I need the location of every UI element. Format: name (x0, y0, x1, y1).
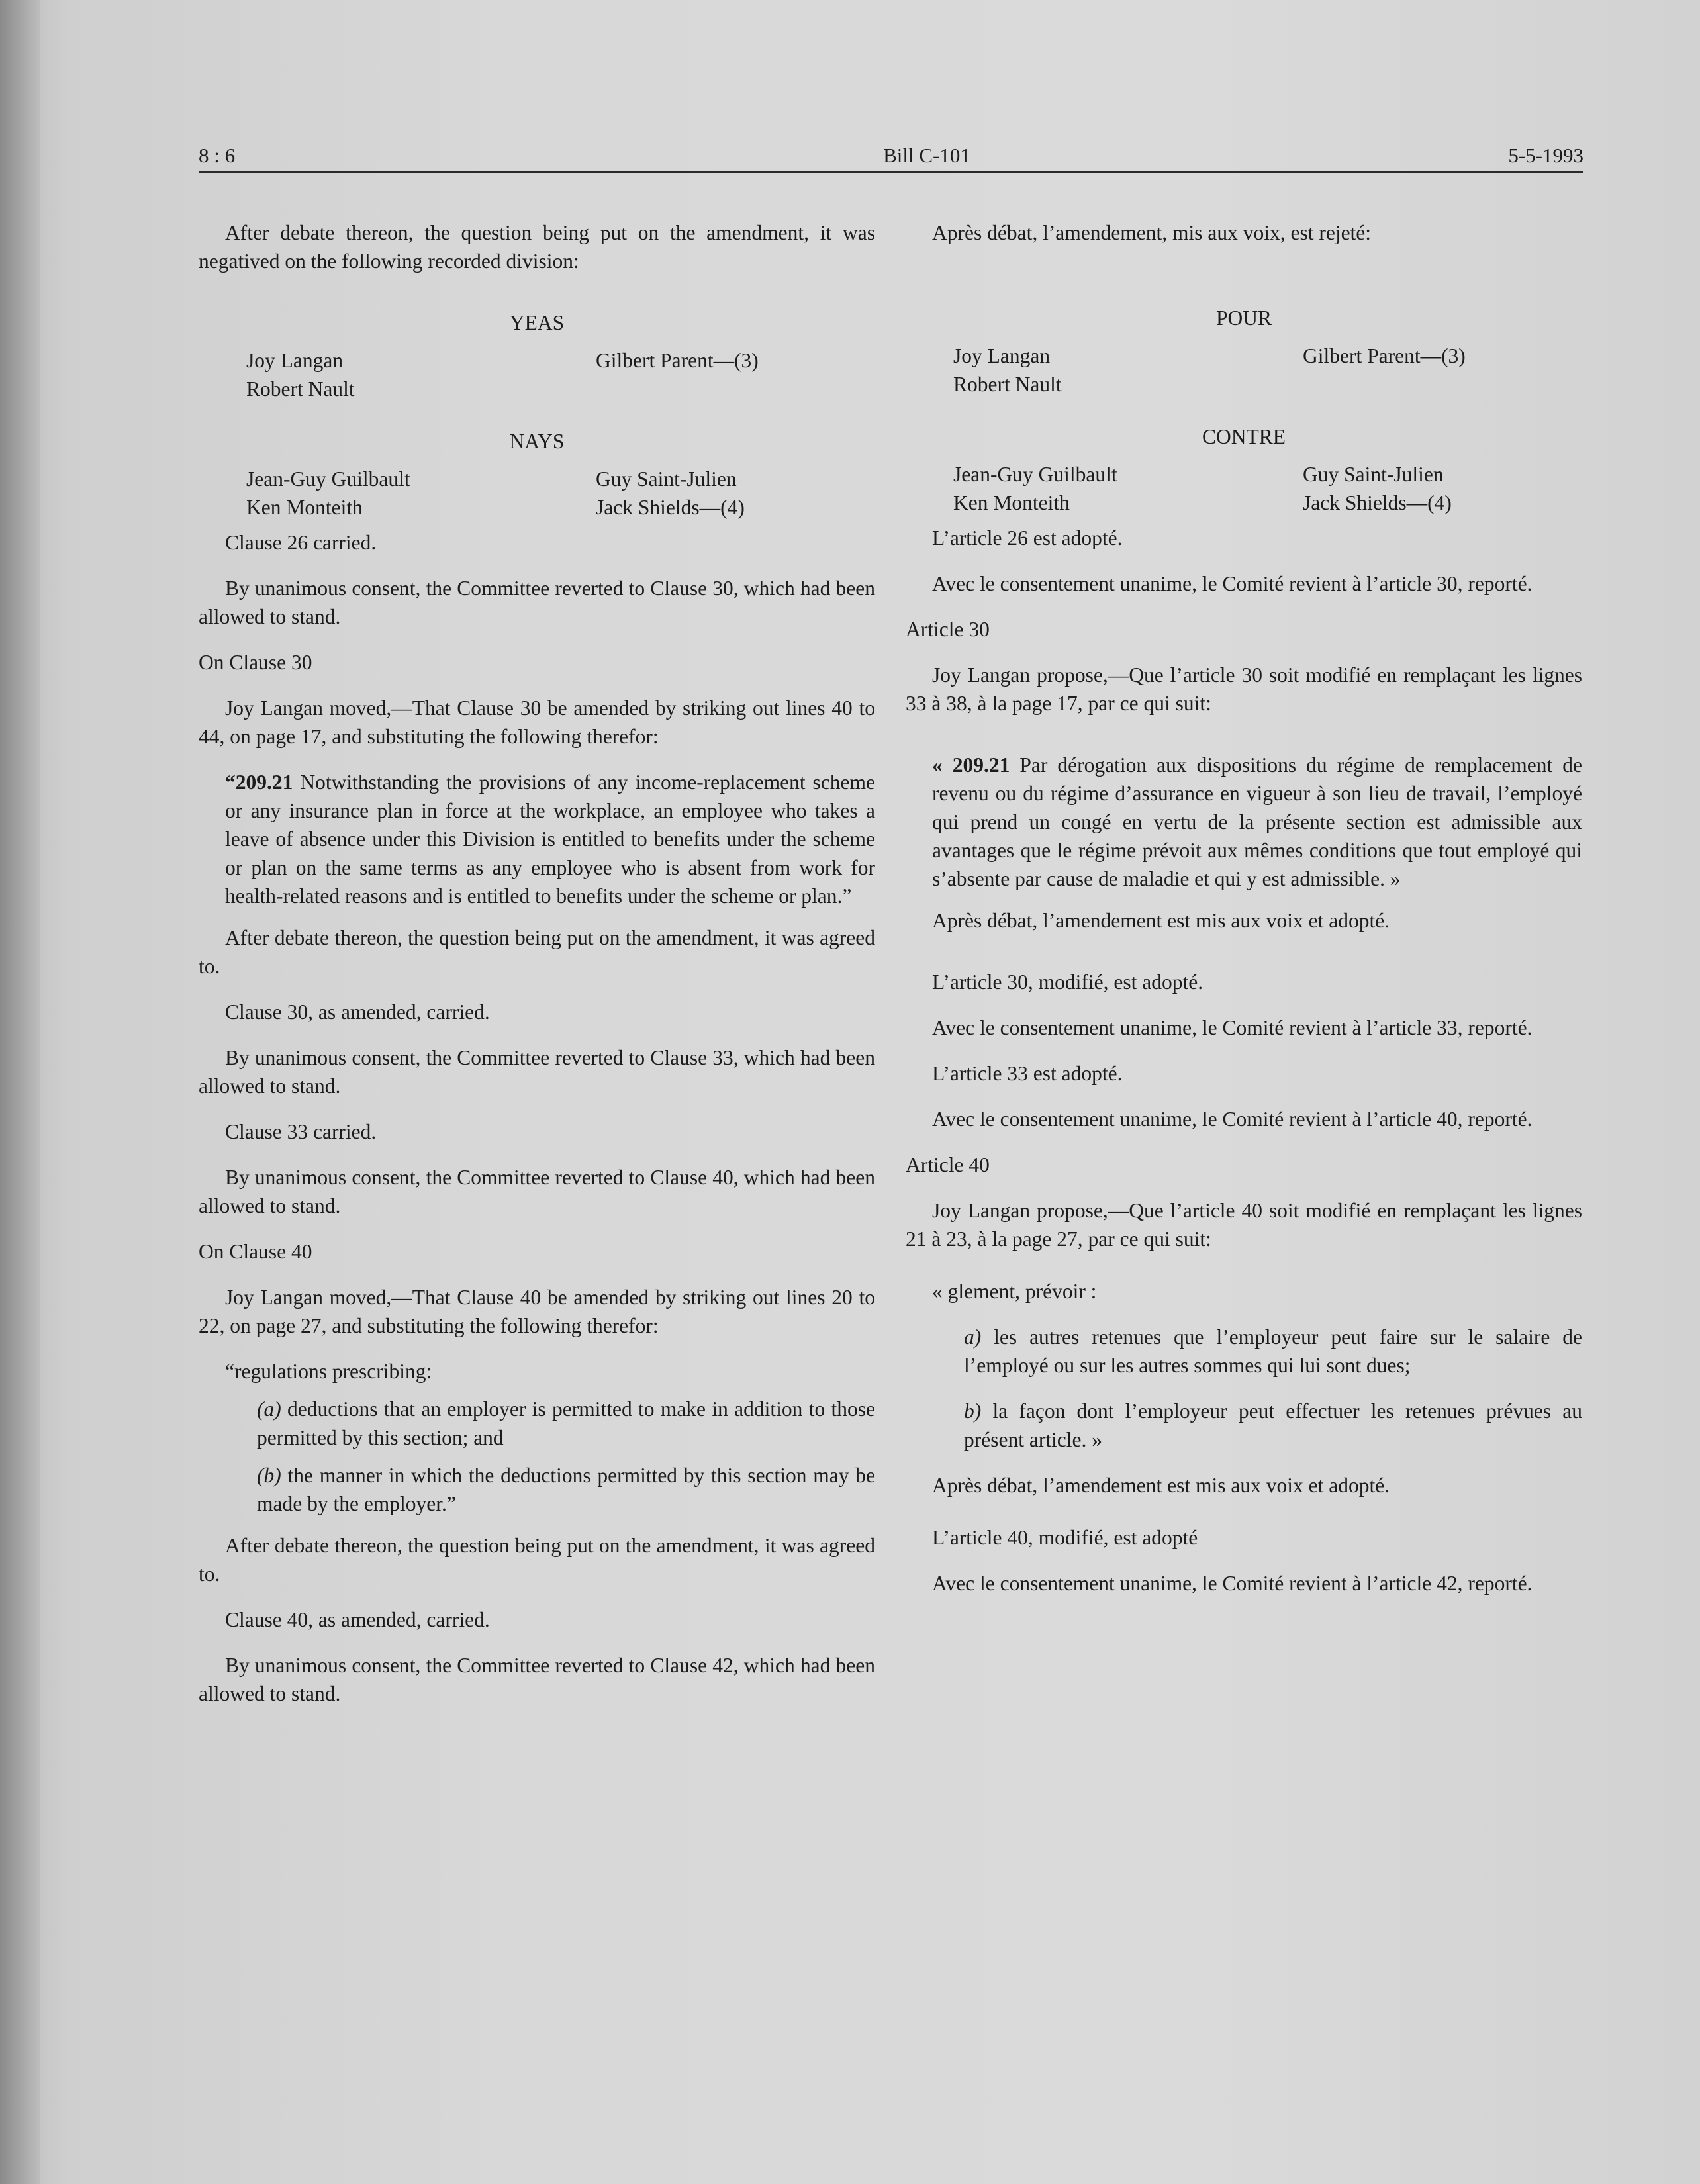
fr-quote40: « glement, prévoir : (932, 1280, 1097, 1303)
en-revert33: By unanimous consent, the Committee reverted to Clause 33, which had been allowed to stand. (199, 1046, 875, 1098)
en-quote30-section-number: “209.21 (225, 771, 293, 794)
fr-nays-names (906, 460, 1582, 517)
en-yeas-names (199, 346, 875, 403)
fr-quote40-b (964, 1397, 1582, 1454)
en-revert30: By unanimous consent, the Committee reverted to Clause 30, which had been allowed to stand. (199, 577, 875, 628)
en-yeas-heading: YEAS (509, 311, 565, 334)
en-quote40-b (257, 1461, 875, 1518)
book-spine-shadow (0, 0, 40, 2184)
fr-clause30: L’article 30, modifié, est adopté. (932, 971, 1204, 994)
en-clause40: Clause 40, as amended, carried. (225, 1608, 490, 1631)
en-quote40-b-label: (b) (257, 1464, 281, 1487)
en-quote40-a (257, 1395, 875, 1452)
fr-yea-name: Gilbert Parent—(3) (1303, 344, 1466, 367)
fr-clause26: L’article 26 est adopté. (932, 526, 1123, 549)
en-clause26: Clause 26 carried. (225, 531, 377, 554)
en-clause30: Clause 30, as amended, carried. (225, 1000, 490, 1023)
english-column (199, 218, 875, 1708)
fr-yeas-heading: POUR (1215, 307, 1272, 330)
bill-title: Bill C-101 (883, 144, 970, 167)
fr-revert30: Avec le consentement unanime, le Comité revient à l’article 30, reporté. (932, 572, 1533, 595)
fr-yea-name: Robert Nault (953, 373, 1062, 396)
french-column (906, 218, 1582, 1597)
fr-clause40: L’article 40, modifié, est adopté (932, 1526, 1198, 1549)
en-nay-name: Ken Monteith (246, 496, 363, 519)
en-nay-name: Jack Shields—(4) (596, 496, 745, 519)
fr-quote40-b-label: b) (964, 1400, 982, 1423)
en-yea-name: Joy Langan (246, 349, 344, 372)
fr-yea-name: Joy Langan (953, 344, 1051, 367)
fr-quote30 (932, 751, 1582, 893)
fr-moved40: Joy Langan propose,—Que l’article 40 soit modifié en remplaçant les lignes 21 à 23, à la page 27, par ce qui suit: (906, 1199, 1582, 1251)
en-on-clause40: On Clause 40 (199, 1240, 312, 1263)
en-agreed30: After debate thereon, the question being put on the amendment, it was agreed to. (199, 926, 875, 978)
header-date: 5-5-1993 (1508, 144, 1583, 167)
fr-revert40: Avec le consentement unanime, le Comité revient à l’article 40, reporté. (932, 1108, 1533, 1131)
en-quote30 (225, 768, 875, 910)
en-nays-names (199, 465, 875, 522)
en-revert42: By unanimous consent, the Committee reverted to Clause 42, which had been allowed to stand. (199, 1654, 875, 1705)
en-quote40: “regulations prescribing: (225, 1360, 432, 1383)
en-clause33: Clause 33 carried. (225, 1120, 377, 1143)
en-nay-name: Guy Saint-Julien (596, 467, 737, 491)
fr-article30: Article 30 (906, 618, 990, 641)
fr-agreed30: Après débat, l’amendement est mis aux voix et adopté. (932, 909, 1390, 932)
en-moved30: Joy Langan moved,—That Clause 30 be amended by striking out lines 40 to 44, on page 17, and substituting the following therefor: (199, 696, 875, 748)
en-nay-name: Jean-Guy Guilbault (246, 467, 410, 491)
fr-nays-heading: CONTRE (1202, 425, 1286, 448)
fr-quote30-text: Par dérogation aux dispositions du régime de remplacement de revenu ou du régime d’assurance en vigueur à son lieu de travail, l’employé qui prend un congé en vertu de la présente section est admissible aux avantages que le régime prévoit aux mêmes conditions que tout employé qui s’absente par cause de maladie et qui y est admissible. » (932, 753, 1583, 890)
fr-nay-name: Jack Shields—(4) (1303, 491, 1452, 514)
en-moved40: Joy Langan moved,—That Clause 40 be amended by striking out lines 20 to 22, on page 27, and substituting the following therefor: (199, 1286, 875, 1337)
en-nays-heading: NAYS (509, 430, 565, 453)
page-number: 8 : 6 (199, 144, 236, 167)
en-revert40: By unanimous consent, the Committee reverted to Clause 40, which had been allowed to stand. (199, 1166, 875, 1217)
en-quote40-b-text: the manner in which the deductions permitted by this section may be made by the employer.” (257, 1464, 875, 1515)
fr-debate-result: Après débat, l’amendement, mis aux voix, est rejeté: (932, 221, 1372, 244)
en-yea-name: Robert Nault (246, 377, 355, 401)
fr-moved30: Joy Langan propose,—Que l’article 30 soit modifié en remplaçant les lignes 33 à 38, à la page 17, par ce qui suit: (906, 663, 1582, 715)
en-debate-result: After debate thereon, the question being put on the amendment, it was negatived on the following recorded division: (199, 221, 875, 273)
fr-quote40-a (964, 1323, 1582, 1380)
fr-clause33: L’article 33 est adopté. (932, 1062, 1123, 1085)
running-header (199, 142, 1583, 173)
en-quote30-text: Notwithstanding the provisions of any income-replacement scheme or any insurance plan in force at the workplace, an employee who takes a leave of absence under this Division is entitled to benefits under the scheme or plan on the same terms as any employee who is absent from work for health-related reasons and is entitled to benefits under the scheme or plan.” (225, 771, 875, 908)
fr-article40: Article 40 (906, 1153, 990, 1176)
fr-yeas-names (906, 342, 1582, 399)
en-quote40-a-text: deductions that an employer is permitted to make in addition to those permitted by this section; and (257, 1398, 875, 1449)
fr-nay-name: Jean-Guy Guilbault (953, 463, 1117, 486)
fr-nay-name: Guy Saint-Julien (1303, 463, 1444, 486)
en-quote40-a-label: (a) (257, 1398, 281, 1421)
fr-quote40-a-label: a) (964, 1325, 982, 1349)
fr-quote40-a-text: les autres retenues que l’employeur peut faire sur le salaire de l’employé ou sur les autres sommes qui lui sont dues; (964, 1325, 1582, 1377)
fr-nay-name: Ken Monteith (953, 491, 1070, 514)
fr-quote30-section-number: « 209.21 (932, 753, 1010, 777)
fr-quote40-b-text: la façon dont l’employeur peut effectuer les retenues prévues au présent article. » (964, 1400, 1582, 1451)
en-on-clause30: On Clause 30 (199, 651, 312, 674)
fr-revert42: Avec le consentement unanime, le Comité revient à l’article 42, reporté. (932, 1572, 1533, 1595)
fr-agreed40: Après débat, l’amendement est mis aux voix et adopté. (932, 1474, 1390, 1497)
en-agreed40: After debate thereon, the question being put on the amendment, it was agreed to. (199, 1534, 875, 1586)
fr-revert33: Avec le consentement unanime, le Comité revient à l’article 33, reporté. (932, 1016, 1533, 1039)
en-yea-name: Gilbert Parent—(3) (596, 349, 759, 372)
